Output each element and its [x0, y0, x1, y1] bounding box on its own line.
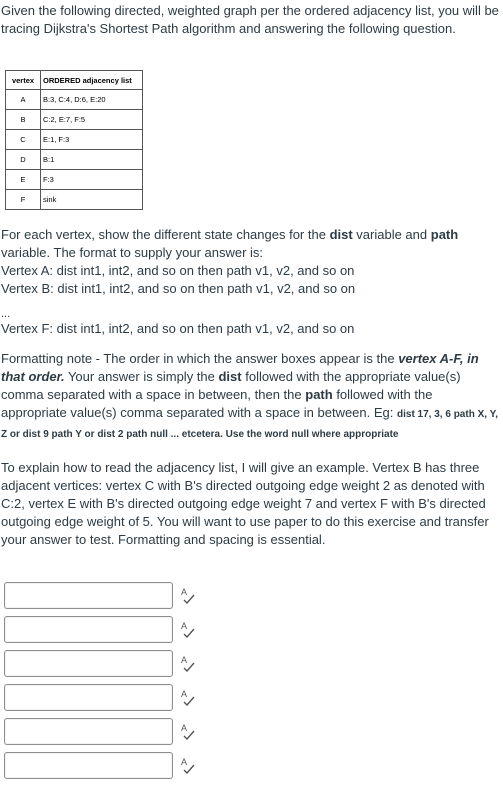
- svg-text:A: A: [181, 723, 188, 733]
- adjacency-cell: F:3: [41, 170, 143, 190]
- table-row: [6, 150, 143, 170]
- answer-input-vertex-f[interactable]: [4, 752, 173, 779]
- format-vertex-b: Vertex B: dist int1, int2, and so on then path v1, v2, and so on: [1, 281, 356, 296]
- svg-text:A: A: [181, 689, 188, 699]
- adjacency-cell: E:1, F:3: [41, 130, 143, 150]
- spellcheck-icon[interactable]: [180, 756, 196, 774]
- vertex-cell: F: [6, 190, 41, 210]
- table-row: [6, 90, 143, 110]
- format-example: dist 17, 3, 6 path X, Y, Z or dist 9 path Y or dist 2 path null ... etcetera. Use the word null where appropriate: [1, 409, 498, 440]
- svg-text:A: A: [181, 621, 188, 631]
- answer-input-vertex-b[interactable]: [4, 616, 173, 643]
- adjacency-cell: sink: [41, 190, 143, 210]
- vertex-cell: A: [6, 90, 41, 110]
- explanation-paragraph: To explain how to read the adjacency list, I will give an example. Vertex B has three adjacent vertices: vertex C with B's directed outgoing edge weight 2 as denoted with C:2, vertex E with B's directed outgoing edge weight 7 and vertex F with B's directed outgoing edge weight of 5. You will want to use paper to do this exercise and transfer your answer to test. Formatting and spacing is essential.: [1, 460, 489, 547]
- header-adjacency: ORDERED adjacency list: [41, 71, 143, 90]
- spellcheck-icon[interactable]: [180, 722, 196, 740]
- vertex-cell: B: [6, 110, 41, 130]
- header-vertex: vertex: [6, 71, 41, 90]
- format-vertex-a: Vertex A: dist int1, int2, and so on then path v1, v2, and so on: [1, 263, 355, 278]
- answer-input-vertex-d[interactable]: [4, 684, 173, 711]
- vertex-cell: E: [6, 170, 41, 190]
- spellcheck-icon[interactable]: [180, 688, 196, 706]
- vertex-cell: D: [6, 150, 41, 170]
- intro-text: Given the following directed, weighted graph per the ordered adjacency list, you will be tracing Dijkstra's Shortest Path algorithm and answering the following question.: [1, 3, 499, 36]
- spellcheck-icon[interactable]: [180, 654, 196, 672]
- spellcheck-icon[interactable]: [180, 620, 196, 638]
- table-row: [6, 190, 143, 210]
- formatting-note: Formatting note - The order in which the answer boxes appear is the vertex A-F, in that order. Your answer is simply the dist followed with the appropriate value(s) comma separated with a space in between, then the path followed with the appropriate value(s) comma separated with a space in between. Eg: dist 17, 3, 6 path X, Y, Z or dist 9 path Y or dist 2 path null ... etcetera. Use the word null where appropriate: [1, 351, 498, 440]
- instructions-paragraph: For each vertex, show the different state changes for the dist variable and path variable. The format to supply your answer is: Vertex A: dist int1, int2, and so on then path v1, v2, and so on Vertex B: dist int1, int2, and so on then path v1, v2, and so on: [1, 227, 459, 296]
- adjacency-cell: B:3, C:4, D:6, E:20: [41, 90, 143, 110]
- answer-input-vertex-c[interactable]: [4, 650, 173, 677]
- answer-input-vertex-e[interactable]: [4, 718, 173, 745]
- answer-input-vertex-a[interactable]: [4, 582, 173, 609]
- ellipsis: ...: [1, 308, 11, 320]
- table-row: [6, 110, 143, 130]
- adjacency-cell: C:2, E:7, F:5: [41, 110, 143, 130]
- vertex-cell: C: [6, 130, 41, 150]
- svg-text:A: A: [181, 655, 188, 665]
- table-row: [6, 170, 143, 190]
- svg-text:A: A: [181, 757, 188, 767]
- adjacency-cell: B:1: [41, 150, 143, 170]
- table-row: [6, 130, 143, 150]
- spellcheck-icon[interactable]: [180, 586, 196, 604]
- svg-text:A: A: [181, 587, 188, 597]
- adjacency-table: [5, 70, 143, 210]
- format-vertex-f: Vertex F: dist int1, int2, and so on then path v1, v2, and so on: [1, 321, 355, 336]
